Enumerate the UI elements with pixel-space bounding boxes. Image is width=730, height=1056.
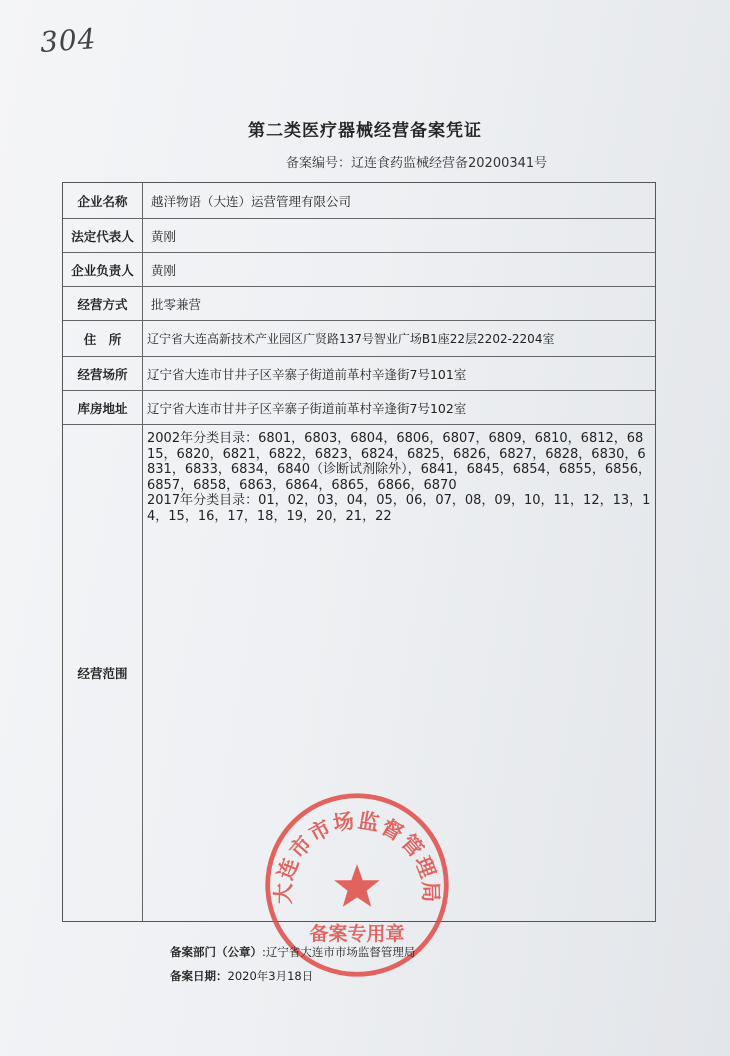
row-value: 辽宁省大连市甘井子区辛寨子街道前革村辛逢街7号101室 — [147, 366, 467, 382]
catalog-2017: 2017年分类目录：01，02，03，04，05，06，07，08，09，10，11，12，13，14，15，16，17，18，19，20，21，22 — [147, 493, 651, 524]
table-row — [63, 357, 655, 391]
scope-value — [147, 431, 651, 524]
row-label: 经营场所 — [63, 357, 143, 390]
row-value: 黄刚 — [151, 262, 177, 278]
filing-date — [170, 968, 313, 984]
row-label: 库房地址 — [63, 391, 143, 424]
catalog-2002: 2002年分类目录：6801，6803，6804，6806，6807，6809，6810，6812，6815，6820，6821，6822，6823，6824，6825，6826，6827，6828，6830，6831，6833，6834，6840（诊断试剂除外），6841，6845，6854，6855，6856，6857，6858，6863，6864，6865，6866，6870 — [147, 431, 651, 493]
seal-inner-text: 备案专用章 — [309, 923, 405, 946]
table-row — [63, 287, 655, 321]
row-value: 黄刚 — [151, 228, 177, 244]
row-value: 批零兼营 — [151, 296, 202, 312]
document-title: 第二类医疗器械经营备案凭证 — [248, 121, 482, 141]
department-value: :辽宁省大连市市场监督管理局 — [262, 945, 416, 959]
row-label: 经营方式 — [63, 287, 143, 320]
row-label: 企业负责人 — [63, 253, 143, 286]
seal-outer-text: 大连市市场监督管理局 — [271, 808, 443, 905]
table-row — [63, 321, 655, 357]
row-label: 企业名称 — [63, 183, 143, 218]
filing-number: 备案编号：辽连食药监械经营备20200341号 — [286, 156, 548, 171]
table-row — [63, 219, 655, 253]
row-label: 法定代表人 — [63, 219, 143, 252]
department-label: 备案部门（公章） — [170, 945, 262, 959]
row-value: 越洋物语（大连）运营管理有限公司 — [151, 193, 352, 209]
table-row — [63, 253, 655, 287]
row-value: 辽宁省大连高新技术产业园区广贤路137号智业广场B1座22层2202-2204室 — [147, 332, 555, 346]
handwritten-note: 304 — [38, 22, 98, 59]
table-row — [63, 391, 655, 425]
scope-label: 经营范围 — [63, 425, 143, 921]
date-value: 2020年3月18日 — [227, 969, 314, 983]
filing-department — [170, 944, 415, 960]
table-row — [63, 183, 655, 219]
row-value: 辽宁省大连市甘井子区辛寨子街道前革村辛逢街7号102室 — [147, 400, 467, 416]
row-label: 住 所 — [63, 321, 143, 356]
date-label: 备案日期： — [170, 969, 228, 983]
